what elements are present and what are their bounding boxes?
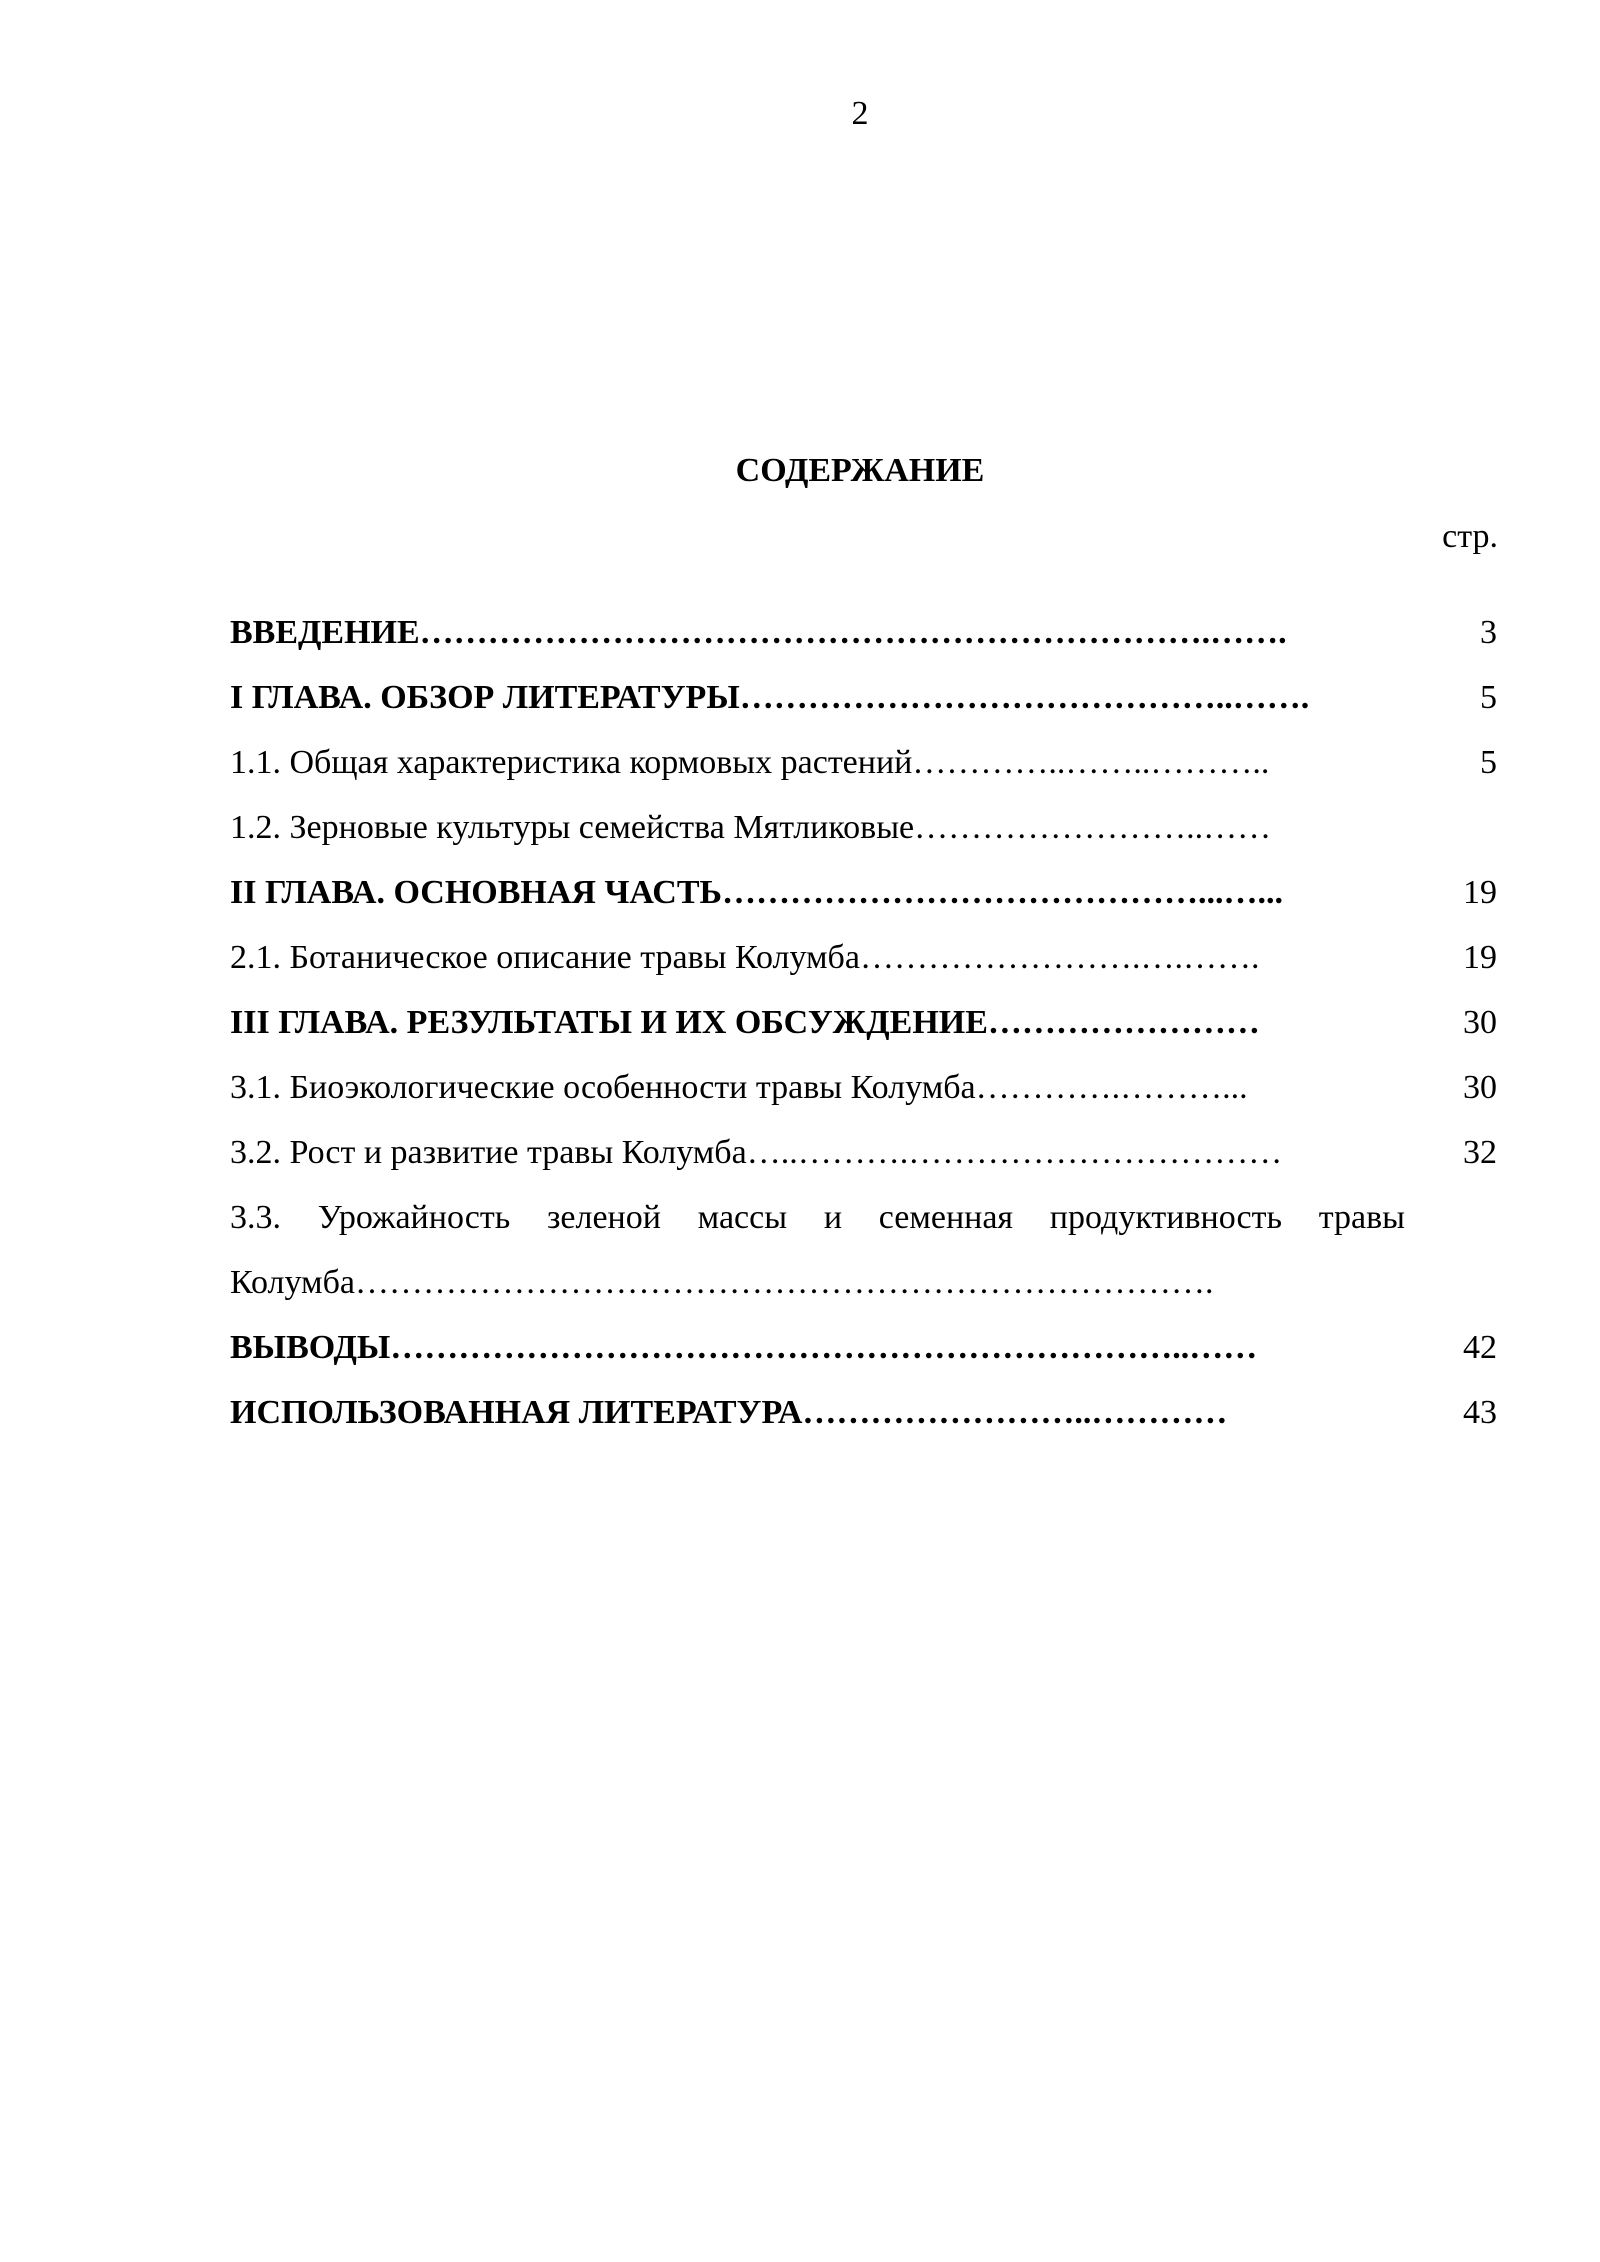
toc-entry-page: 43 (1463, 1394, 1497, 1431)
toc-entry-section-3-2 (230, 1120, 1497, 1185)
toc-entry-text: I ГЛАВА. ОБЗОР ЛИТЕРАТУРЫ……………………………………..……. (230, 679, 1310, 716)
toc-entry-text: III ГЛАВА. РЕЗУЛЬТАТЫ И ИХ ОБСУЖДЕНИЕ…………………… (230, 1004, 1260, 1041)
toc-entry-page: 30 (1463, 1004, 1497, 1041)
page-column-label: стр. (1442, 518, 1498, 555)
toc-entry-text: 1.2. Зерновые культуры семейства Мятликовые……………………..…… (230, 809, 1272, 846)
toc-entry-references (230, 1380, 1497, 1445)
toc-entry-text: 3.2. Рост и развитие травы Колумба…..……….…………………………… (230, 1134, 1283, 1171)
table-of-contents (230, 600, 1497, 1445)
toc-entry-page: 30 (1463, 1069, 1497, 1106)
toc-entry-page: 5 (1480, 679, 1497, 716)
toc-entry-page: 5 (1480, 744, 1497, 781)
toc-entry-section-3-1 (230, 1055, 1497, 1120)
toc-entry-page: 19 (1463, 939, 1497, 976)
toc-entry-section-1-1 (230, 730, 1497, 795)
toc-entry-page: 3 (1480, 614, 1497, 651)
toc-entry-conclusions (230, 1315, 1497, 1380)
toc-entry-section-3-3 (230, 1185, 1497, 1250)
page-number: 2 (851, 95, 869, 132)
toc-entry-text: 2.1. Ботаническое описание травы Колумба…………………….….……. (230, 939, 1260, 976)
toc-title: СОДЕРЖАНИЕ (735, 452, 985, 489)
toc-entry-text: ВВЕДЕНИЕ…………………………………………………………….……. (230, 614, 1287, 651)
toc-entry-text-line-1: 3.3. Урожайность зеленой массы и семенная продуктивность травы (230, 1199, 1405, 1236)
toc-entry-introduction (230, 600, 1497, 665)
toc-entry-page: 32 (1463, 1134, 1497, 1171)
toc-entry-chapter-3 (230, 990, 1497, 1055)
toc-entry-chapter-1 (230, 665, 1497, 730)
toc-entry-chapter-2 (230, 860, 1497, 925)
toc-entry-text: ИСПОЛЬЗОВАННАЯ ЛИТЕРАТУРА……………………..………… (230, 1394, 1228, 1431)
toc-entry-page: 42 (1463, 1329, 1497, 1366)
toc-entry-text-line-2: Колумба…………………………………………………………………. (230, 1264, 1214, 1301)
toc-entry-section-2-1 (230, 925, 1497, 990)
toc-entry-text: II ГЛАВА. ОСНОВНАЯ ЧАСТЬ……………………………………...…... (230, 874, 1284, 911)
toc-entry-text: ВЫВОДЫ……………………………………………………………..…… (230, 1329, 1258, 1366)
toc-entry-text: 3.1. Биоэкологические особенности травы Колумба………….………... (230, 1069, 1248, 1106)
toc-entry-section-1-2 (230, 795, 1497, 860)
toc-entry-text: 1.1. Общая характеристика кормовых растений…………..……..……….. (230, 744, 1270, 781)
toc-entry-page: 19 (1463, 874, 1497, 911)
toc-entry-section-3-3-continuation (230, 1250, 1497, 1315)
